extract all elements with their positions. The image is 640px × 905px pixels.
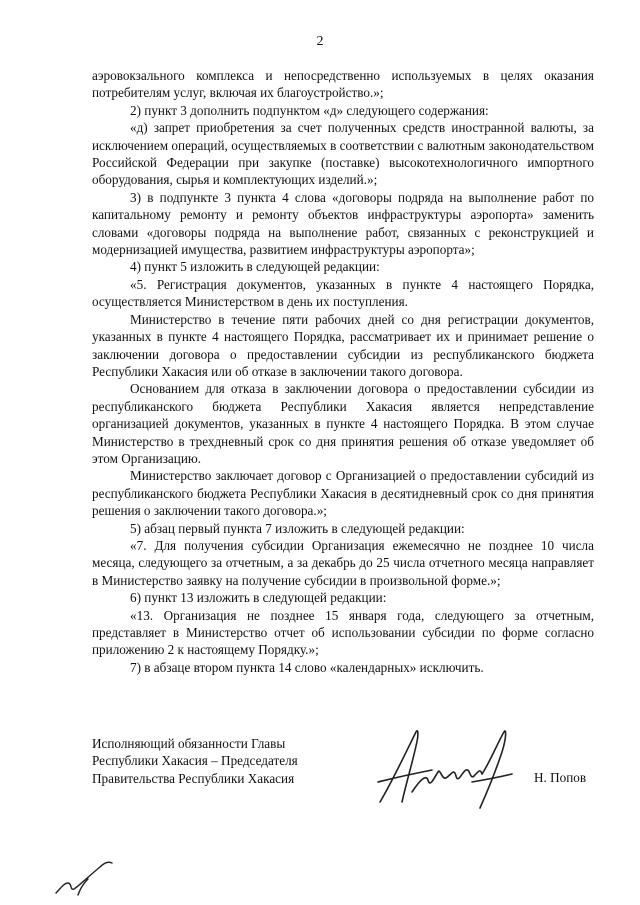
signatory-title-line: Исполняющий обязанности Главы [92,736,286,751]
paragraph: 5) абзац первый пункта 7 изложить в следующей редакции: [130,520,465,536]
paragraph: 4) пункт 5 изложить в следующей редакции: [130,259,380,275]
paragraph: «д) запрет приобретения за счет полученных средств иностранной валюты, за исключением операций, осуществляемых в соответствии с валютным законодательством Российской Федерации при закупке (поставке) высокотехнологичного импортного оборудования, сырья и комплектующих изделий.»; [92,120,594,188]
document-body [92,67,594,676]
paragraph: «5. Регистрация документов, указанных в пункте 4 настоящего Порядка, осуществляется Министерством в день их поступления. [92,276,594,310]
paragraph: «13. Организация не позднее 15 января года, следующего за отчетным, представляет в Министерство отчет об использовании субсидии по форме согласно приложению 2 к настоящему Порядку.»; [92,607,594,658]
paragraph: 7) в абзаце втором пункта 14 слово «календарных» исключить. [130,659,484,675]
signatory-title-line: Республики Хакасия – Председателя [92,753,298,769]
paragraph: 2) пункт 3 дополнить подпунктом «д» следующего содержания: [130,102,489,118]
page-number: 2 [316,34,324,49]
signatory-name: Н. Попов [534,770,587,785]
paragraph: 3) в подпункте 3 пункта 4 слова «договоры подряда на выполнение работ по капитальному ремонту и ремонту объектов инфраструктуры аэропорта» заменить словами «договоры подряда на выполнение работ, связанных с реконструкцией и модернизацией имущества, развитием инфраструктуры аэропорта»; [92,189,594,258]
paragraph: 6) пункт 13 изложить в следующей редакции: [130,590,387,606]
signatory-title-line: Правительства Республики Хакасия [92,770,295,786]
paragraph: Основанием для отказа в заключении договора о предоставлении субсидии из республиканского бюджета Республики Хакасия является непредставление организацией документов, указанных в пункте 4 настоящего Порядка. В этом случае Министерство в трехдневный срок со дня принятия решения об отказе уведомляет об этом Организацию. [92,381,594,466]
initials-mark [50,857,120,899]
paragraph: Министерство в течение пяти рабочих дней со дня регистрации документов, указанных в пункте 4 настоящего Порядка, рассматривает их и принимает решение о заключении договора о предоставлении субсидии из республиканского бюджета Республики Хакасия или об отказе в заключении такого договора. [92,311,594,379]
signatory-title [92,735,298,787]
handwritten-signature [372,722,527,817]
paragraph: «7. Для получения субсидии Организация ежемесячно не позднее 10 числа месяца, следующего за отчетным, а за декабрь до 25 числа отчетного месяца направляет в Министерство заявку на получение субсидии в произвольной форме.»; [92,537,594,588]
paragraph: аэровокзального комплекса и непосредственно используемых в целях оказания потребителям услуг, включая их благоустройство.»; [92,68,594,101]
paragraph: Министерство заключает договор с Организацией о предоставлении субсидий из республиканского бюджета Республики Хакасия в десятидневный срок со дня принятия решения о заключении такого договора.»; [92,468,594,519]
